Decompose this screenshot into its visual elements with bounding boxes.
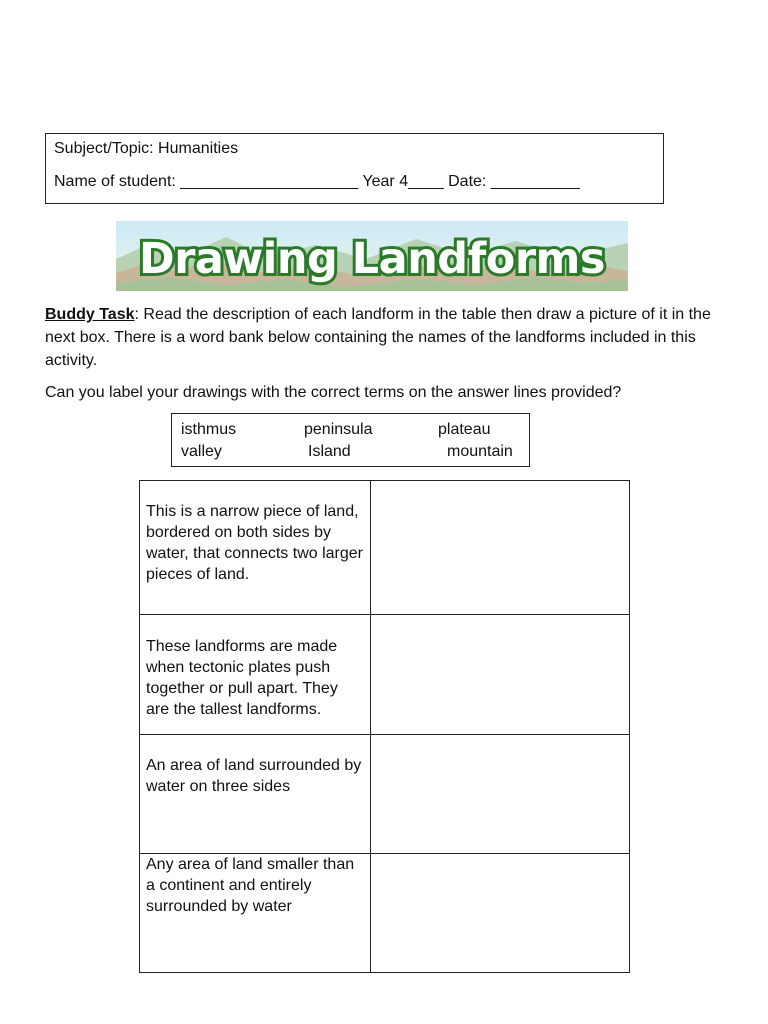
word-bank-item: plateau — [438, 421, 491, 438]
word-bank-item: valley — [181, 443, 222, 460]
drawing-box[interactable] — [370, 735, 629, 854]
banner-title: Drawing Landforms — [139, 234, 605, 284]
table-row — [140, 481, 630, 615]
description-text: Any area of land smaller than a continent and entirely surrounded by water — [146, 856, 355, 915]
question-text: Can you label your drawings with the correct terms on the answer lines provided? — [45, 384, 622, 401]
landform-table — [139, 480, 630, 973]
instructions-paragraph — [45, 303, 725, 372]
table-row — [140, 735, 630, 854]
subject-line: Subject/Topic: Humanities — [54, 140, 239, 157]
description-text: These landforms are made when tectonic plates push together or pull apart. They are the tallest landforms. — [146, 638, 338, 718]
student-line: Name of student: ____________________ Year 4____ Date: __________ — [54, 173, 580, 190]
table-row — [140, 854, 630, 973]
description-cell — [140, 481, 371, 615]
drawing-box[interactable] — [370, 481, 629, 615]
description-text: An area of land surrounded by water on three sides — [146, 757, 362, 795]
word-bank-item: mountain — [447, 443, 513, 460]
banner-illustration — [116, 221, 628, 291]
header-box — [45, 133, 664, 204]
title-banner — [116, 221, 628, 291]
description-cell — [140, 615, 371, 735]
word-bank-item: Island — [308, 443, 351, 460]
drawing-box[interactable] — [370, 615, 629, 735]
table-row — [140, 615, 630, 735]
drawing-box[interactable] — [370, 854, 629, 973]
word-bank — [171, 413, 530, 467]
description-text: This is a narrow piece of land, bordered on both sides by water, that connects two larger pieces of land. — [146, 503, 363, 583]
description-cell — [140, 854, 371, 973]
word-bank-item: peninsula — [304, 421, 373, 438]
buddy-task-label: Buddy Task — [45, 306, 135, 323]
word-bank-item: isthmus — [181, 421, 237, 438]
task-text: : Read the description of each landform in the table then draw a picture of it in the next box. There is a word bank below containing the names of the landforms included in this activity. — [45, 306, 711, 369]
description-cell — [140, 735, 371, 854]
